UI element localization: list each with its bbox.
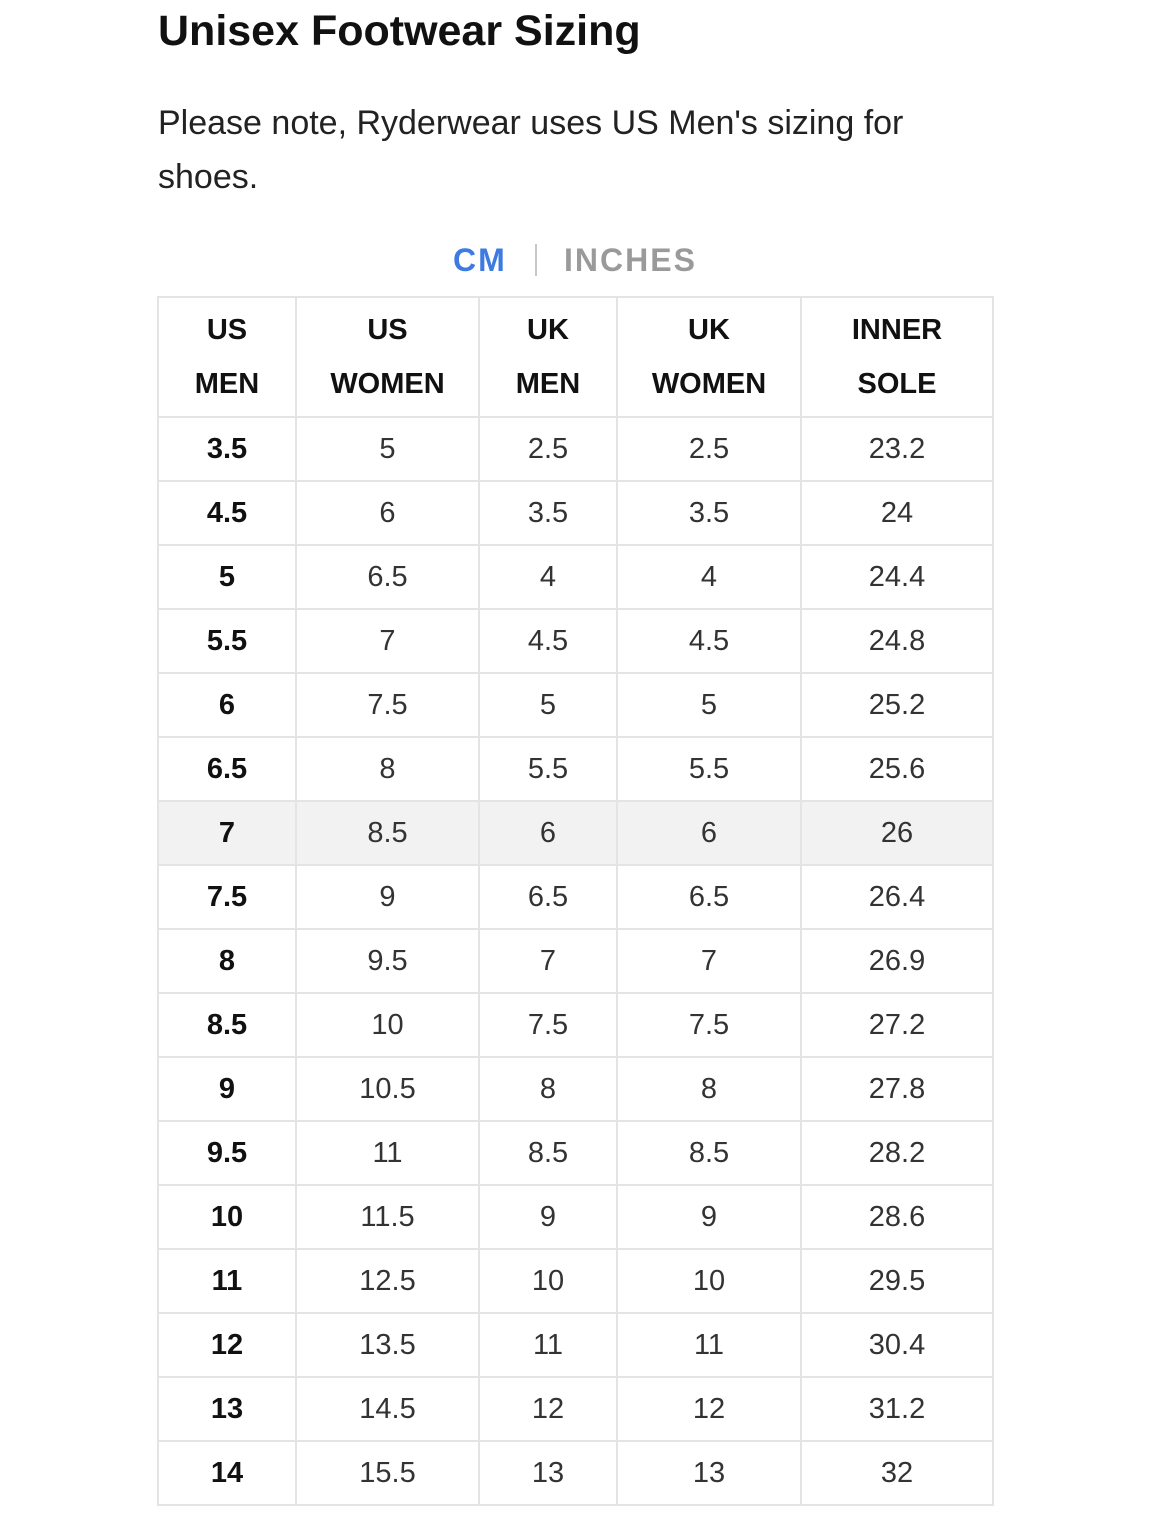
header-us-women: US WOMEN [296,297,479,417]
uk-men-cell: 9 [479,1185,617,1249]
us-women-cell: 6.5 [296,545,479,609]
us-women-cell: 13.5 [296,1313,479,1377]
inner-sole-cell: 27.8 [801,1057,993,1121]
us-men-cell: 10 [158,1185,296,1249]
uk-men-cell: 8.5 [479,1121,617,1185]
header-inner-sole: INNER SOLE [801,297,993,417]
us-women-cell: 11.5 [296,1185,479,1249]
us-women-cell: 6 [296,481,479,545]
uk-men-cell: 6.5 [479,865,617,929]
us-men-cell: 8.5 [158,993,296,1057]
uk-women-cell: 13 [617,1441,801,1505]
us-men-cell: 4.5 [158,481,296,545]
uk-women-cell: 6 [617,801,801,865]
inner-sole-cell: 24 [801,481,993,545]
inner-sole-cell: 28.2 [801,1121,993,1185]
uk-men-cell: 7.5 [479,993,617,1057]
table-row [158,417,993,481]
uk-men-cell: 5.5 [479,737,617,801]
uk-men-cell: 6 [479,801,617,865]
inner-sole-cell: 24.4 [801,545,993,609]
table-row [158,865,993,929]
us-women-cell: 8.5 [296,801,479,865]
uk-women-cell: 11 [617,1313,801,1377]
table-row [158,1249,993,1313]
inner-sole-cell: 27.2 [801,993,993,1057]
uk-women-cell: 7 [617,929,801,993]
uk-women-cell: 12 [617,1377,801,1441]
us-women-cell: 9 [296,865,479,929]
inner-sole-cell: 29.5 [801,1249,993,1313]
header-us-men: US MEN [158,297,296,417]
uk-men-cell: 11 [479,1313,617,1377]
table-row [158,1313,993,1377]
us-men-cell: 13 [158,1377,296,1441]
uk-women-cell: 9 [617,1185,801,1249]
us-men-cell: 7.5 [158,865,296,929]
table-row [158,1377,993,1441]
us-women-cell: 14.5 [296,1377,479,1441]
uk-men-cell: 4 [479,545,617,609]
uk-women-cell: 2.5 [617,417,801,481]
sizing-note: Please note, Ryderwear uses US Men's sizing for shoes. [158,104,904,196]
uk-women-cell: 4.5 [617,609,801,673]
table-row [158,673,993,737]
us-men-cell: 9 [158,1057,296,1121]
us-men-cell: 12 [158,1313,296,1377]
us-men-cell: 3.5 [158,417,296,481]
uk-women-cell: 7.5 [617,993,801,1057]
table-row [158,1441,993,1505]
uk-women-cell: 4 [617,545,801,609]
us-women-cell: 5 [296,417,479,481]
table-row [158,481,993,545]
inner-sole-cell: 31.2 [801,1377,993,1441]
table-row [158,1121,993,1185]
table-row [158,1185,993,1249]
table-row [158,993,993,1057]
uk-women-cell: 3.5 [617,481,801,545]
us-men-cell: 5 [158,545,296,609]
inner-sole-cell: 25.6 [801,737,993,801]
unit-divider [535,244,537,276]
size-table [157,296,994,1506]
inner-sole-cell: 26 [801,801,993,865]
header-uk-women: UK WOMEN [617,297,801,417]
table-row [158,609,993,673]
inner-sole-cell: 30.4 [801,1313,993,1377]
uk-men-cell: 12 [479,1377,617,1441]
us-women-cell: 7 [296,609,479,673]
table-header-row [158,297,993,417]
us-men-cell: 11 [158,1249,296,1313]
us-men-cell: 14 [158,1441,296,1505]
us-men-cell: 6 [158,673,296,737]
header-uk-men: UK MEN [479,297,617,417]
us-men-cell: 6.5 [158,737,296,801]
inner-sole-cell: 26.4 [801,865,993,929]
unit-toggle [0,236,1157,284]
table-row [158,801,993,865]
inner-sole-cell: 26.9 [801,929,993,993]
us-men-cell: 7 [158,801,296,865]
us-women-cell: 11 [296,1121,479,1185]
inner-sole-cell: 32 [801,1441,993,1505]
inner-sole-cell: 23.2 [801,417,993,481]
table-body [158,417,993,1505]
uk-men-cell: 8 [479,1057,617,1121]
page-title: Unisex Footwear Sizing [158,7,641,55]
uk-men-cell: 3.5 [479,481,617,545]
inner-sole-cell: 25.2 [801,673,993,737]
unit-cm-tab[interactable]: CM [453,242,507,278]
uk-women-cell: 8.5 [617,1121,801,1185]
table-row [158,545,993,609]
uk-men-cell: 7 [479,929,617,993]
unit-inches-tab[interactable]: INCHES [564,242,697,278]
uk-men-cell: 4.5 [479,609,617,673]
us-women-cell: 12.5 [296,1249,479,1313]
us-men-cell: 9.5 [158,1121,296,1185]
uk-women-cell: 6.5 [617,865,801,929]
us-men-cell: 8 [158,929,296,993]
uk-men-cell: 5 [479,673,617,737]
uk-men-cell: 13 [479,1441,617,1505]
us-women-cell: 15.5 [296,1441,479,1505]
us-women-cell: 10 [296,993,479,1057]
inner-sole-cell: 28.6 [801,1185,993,1249]
table-row [158,737,993,801]
us-women-cell: 7.5 [296,673,479,737]
us-men-cell: 5.5 [158,609,296,673]
table-row [158,1057,993,1121]
uk-women-cell: 5.5 [617,737,801,801]
uk-women-cell: 8 [617,1057,801,1121]
uk-men-cell: 2.5 [479,417,617,481]
inner-sole-cell: 24.8 [801,609,993,673]
us-women-cell: 8 [296,737,479,801]
table-row [158,929,993,993]
uk-men-cell: 10 [479,1249,617,1313]
uk-women-cell: 5 [617,673,801,737]
uk-women-cell: 10 [617,1249,801,1313]
us-women-cell: 10.5 [296,1057,479,1121]
us-women-cell: 9.5 [296,929,479,993]
